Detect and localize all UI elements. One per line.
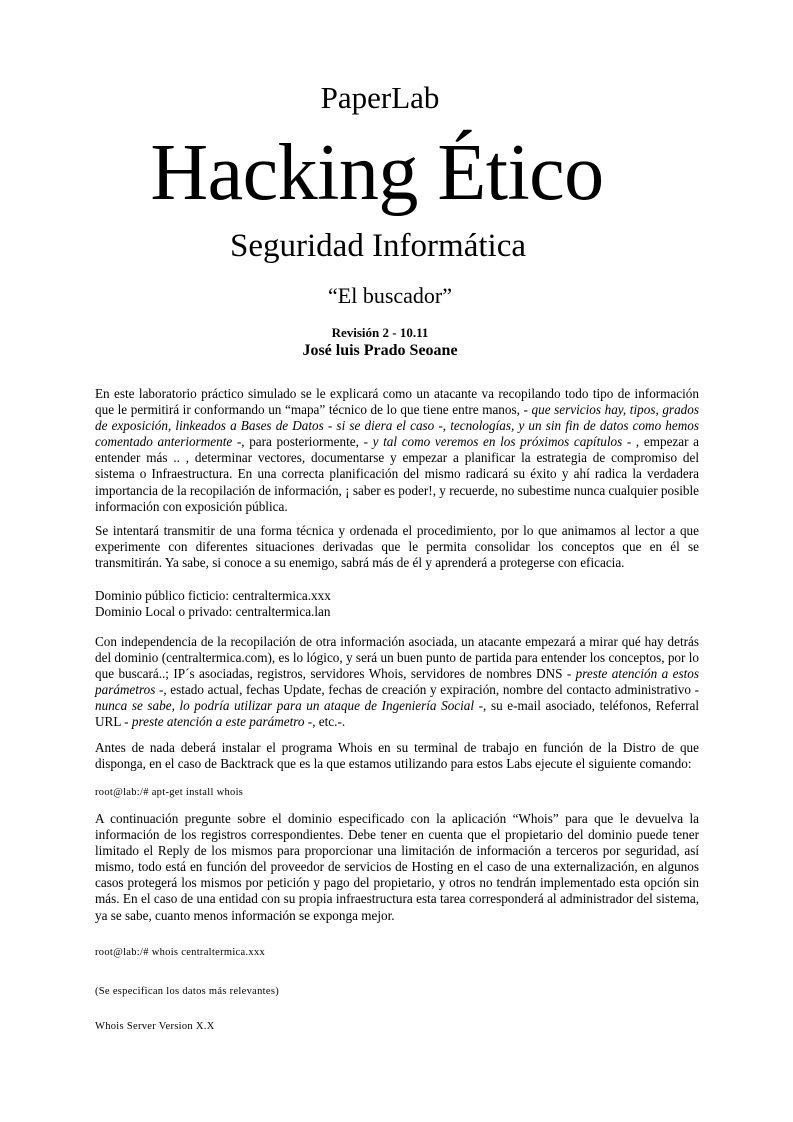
method-paragraph: [95, 523, 699, 571]
page-subtitle: Seguridad Informática: [230, 228, 526, 264]
paragraph-text: Se intentará transmitir de una forma técnica y ordenada el procedimiento, por lo que animamos al lector a que experimente con diferentes situaciones derivadas que le permita consolidar los conceptos que en él se transmitirán. Ya sabe, si conoce a su enemigo, sabrá más de él y aprenderá a protegerse con eficacia.: [95, 523, 699, 571]
relevant-data-note: (Se especifican los datos más relevantes): [95, 986, 280, 997]
italic-run: que servicios hay, tipos, grados de exposición, linkeados a Bases de Datos - si se diera el caso -, tecnologías, y un sin fin de datos como hemos comentado anteriormente: [95, 402, 699, 450]
text-run: -, su e-mail asociado, teléfonos, Referral URL -: [95, 698, 699, 730]
revision-label: Revisión 2 - 10.11: [331, 325, 429, 340]
text-run: -, etc.-.: [304, 714, 346, 730]
whois-server-version: Whois Server Version X.X: [95, 1021, 215, 1032]
italic-run: y tal como veremos en los próximos capítulos: [372, 434, 623, 450]
paragraph-text: Antes de nada deberá instalar el programa Whois en su terminal de trabajo en función de la Distro de que disponga, en el caso de Backtrack que es la que estamos utilizando para estos Labs ejecute el siguiente comando:: [95, 740, 699, 772]
italic-run: preste atención a estos parámetros: [95, 666, 699, 698]
italic-run: preste atención a este parámetro: [131, 714, 305, 730]
domain-list: [95, 588, 699, 620]
text-run: -, estado actual, fechas Update, fechas de creación y expiración, nombre del contacto administrativo -: [155, 682, 699, 698]
text-run: Con independencia de la recopilación de otra información asociada, un atacante empezará a mirar qué hay detrás del dominio (centraltermica.com), es lo lógico, y será un buen punto de partida para entender los conceptos, por lo que buscará..; IP´s asociadas, registros, servidores Whois, servidores de nombres DNS -: [95, 634, 699, 682]
paragraph-text: A continuación pregunte sobre el dominio especificado con la aplicación “Whois” para que le devuelva la información de los registros correspondientes. Debe tener en cuenta que el propietario del dominio puede tener limitado el Reply de los mismos para proporcionar una limitación de información a terceros por seguridad, así mismo, todo está en función del proveedor de servicios de Hosting en el caso de una externalización, en algunos casos protegerá los mismos por petición y pago del propietario, y otros no tendrán implementado esta opción sin más. En el caso de una entidad con su propia infraestructura esta tarea corresponderá al administrador del sistema, ya se sabe, cuanto menos información se exponga mejor.: [95, 811, 699, 923]
public-domain-line: Dominio público ficticio: centraltermica.xxx: [95, 588, 331, 603]
local-domain-line: Dominio Local o privado: centraltermica.lan: [95, 604, 331, 620]
author-name: José luis Prado Seoane: [302, 342, 458, 359]
text-run: - , empezar a entender más .. , determinar vectores, documentarse y empezar a planificar la estrategia de compromiso del sistema o Infraestructura. En una correcta planificación del mismo radicará su éxito y ahí radica la verdadera importancia de la recopilación de información, ¡ saber es poder!, y recuerde, no subestime nunca cualquier posible información con exposición pública.: [95, 434, 700, 514]
whois-command: root@lab:/# whois centraltermica.xxx: [95, 947, 266, 958]
text-run: En este laboratorio práctico simulado se le explicará como un atacante va recopilando todo tipo de información que le permitirá ir conformando un “mapa” técnico de lo que tiene entre manos, -: [95, 386, 699, 418]
brand-name: PaperLab: [320, 80, 440, 115]
page-title: Hacking Ético: [150, 129, 604, 217]
install-command: root@lab:/# apt-get install whois: [95, 787, 244, 798]
text-run: -, para posteriormente, -: [232, 434, 373, 450]
chapter-title: “El buscador”: [328, 283, 452, 308]
whois-paragraph: [95, 811, 699, 924]
intro-paragraph: [95, 386, 699, 515]
italic-run: nunca se sabe, lo podría utilizar para un ataque de Ingeniería Social: [95, 698, 475, 714]
recon-paragraph: [95, 634, 699, 731]
install-paragraph: [95, 740, 699, 772]
